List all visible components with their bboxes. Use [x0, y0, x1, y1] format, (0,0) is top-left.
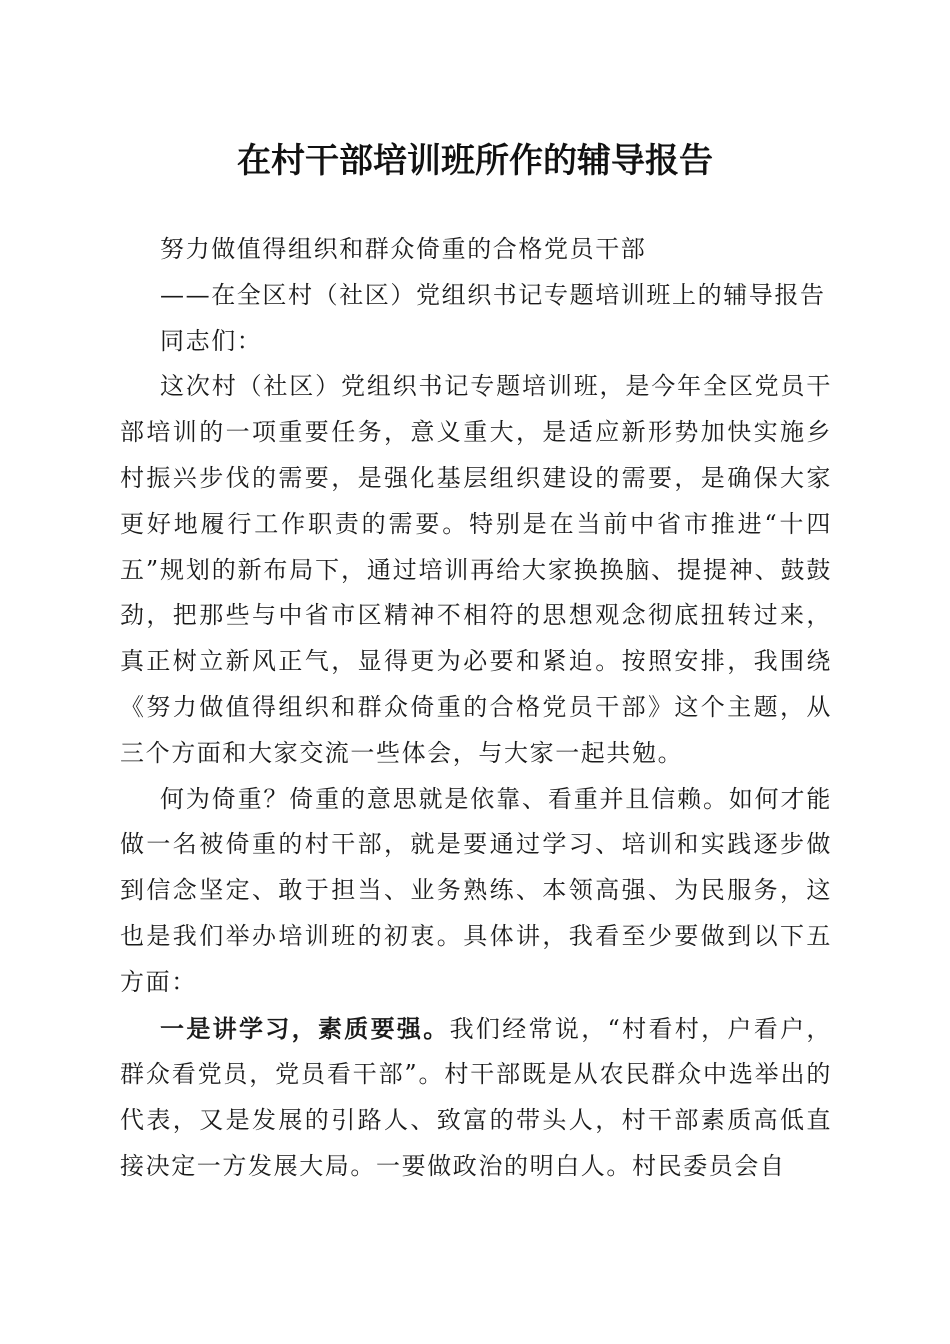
paragraph: 这次村（社区）党组织书记专题培训班，是今年全区党员干部培训的一项重要任务，意义重大，是适应新形势加快实施乡村振兴步伐的需要，是强化基层组织建设的需要，是确保大家更好地履行工作职责的需要。特别是在当前中省市推进“十四五”规划的新布局下，通过培训再给大家换换脑、提提神、鼓鼓劲，把那些与中省市区精神不相符的思想观念彻底扭转过来，真正树立新风正气，显得更为必要和紧迫。按照安排，我围绕《努力做值得组织和群众倚重的合格党员干部》这个主题，从三个方面和大家交流一些体会，与大家一起共勉。: [120, 372, 832, 767]
document-title: 在村干部培训班所作的辅导报告: [237, 141, 713, 181]
paragraph: 何为倚重？倚重的意思就是依靠、看重并且信赖。如何才能做一名被倚重的村干部，就是要通过学习、培训和实践逐步做到信念坚定、敢于担当、业务熟练、本领高强、为民服务，这也是我们举办培训班的初衷。具体讲，我看至少要做到以下五方面：: [120, 784, 832, 996]
section-one-paragraph: [120, 1006, 832, 1190]
salutation: 同志们：: [160, 326, 263, 355]
sub-subtitle: ——在全区村（社区）党组织书记专题培训班上的辅导报告: [160, 280, 826, 309]
section-one-text: 我们经常说，“村看村，户看户，群众看党员，党员看干部”。村干部既是从农民群众中选举出的代表，又是发展的引路人、致富的带头人，村干部素质高低直接决定一方发展大局。一要做政治的明白人。村民委员会自: [120, 1014, 832, 1180]
section-one-heading: 一是讲学习，素质要强。: [160, 1013, 450, 1043]
subtitle: 努力做值得组织和群众倚重的合格党员干部: [160, 235, 647, 263]
document-body: [120, 227, 832, 1190]
